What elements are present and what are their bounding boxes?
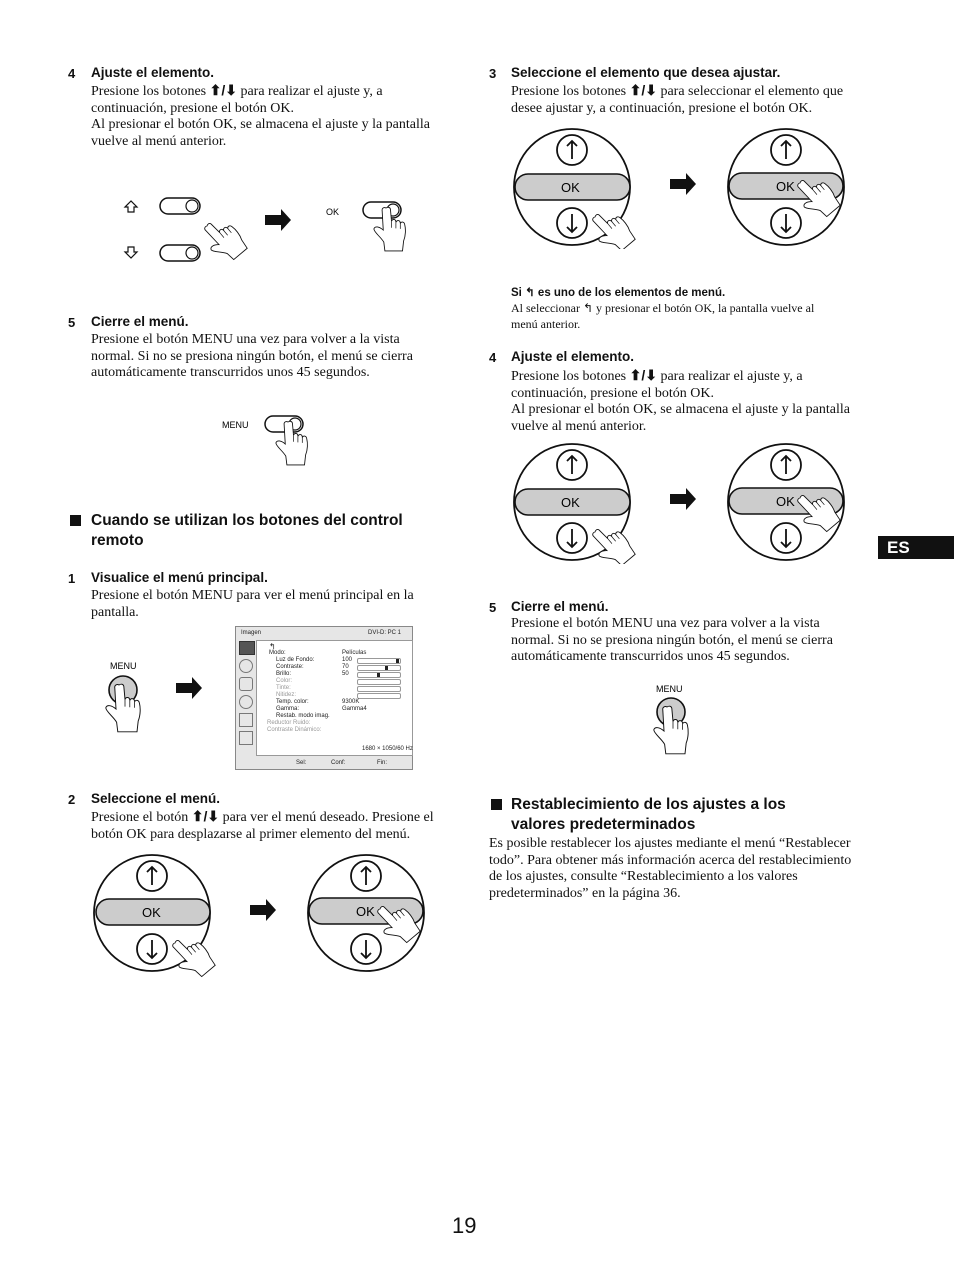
color-icon	[239, 677, 253, 691]
step-number: 5	[489, 600, 497, 615]
adjust-buttons-illustration	[115, 190, 425, 270]
select-menu-illustration	[90, 853, 440, 983]
page-number: 19	[452, 1213, 477, 1238]
menu-remote-illustration	[650, 680, 720, 770]
osd-row-label: Gamma:	[276, 706, 300, 712]
osd-slider	[357, 686, 401, 692]
step-title: Seleccione el menú.	[91, 791, 221, 806]
ok-label: OK	[142, 905, 161, 920]
osd-row-value: 50	[342, 671, 349, 677]
step-number: 1	[68, 571, 76, 586]
osd-slider	[357, 672, 401, 678]
section-bullet	[70, 515, 81, 526]
osd-slider	[357, 693, 401, 699]
osd-slider	[357, 658, 401, 664]
osd-row-label: Luz de Fondo:	[276, 657, 315, 663]
picture-icon	[239, 641, 255, 655]
osd-row-value: 100	[342, 657, 353, 663]
options-icon	[239, 713, 253, 727]
menu-label: MENU	[110, 661, 137, 671]
osd-menu-screen	[235, 626, 413, 770]
ok-label: OK	[326, 207, 340, 217]
section-heading: Restablecimiento de los ajustes a los valores predeterminados	[511, 796, 786, 833]
osd-footer-sel: Sel:	[296, 760, 307, 766]
setup-icon	[239, 731, 253, 745]
position-icon	[239, 695, 253, 709]
return-icon: ↰	[582, 301, 594, 315]
return-icon: ↰	[525, 287, 535, 299]
osd-content	[256, 640, 413, 756]
note-text: Al seleccionar ↰ y presionar el botón OK, la pantalla vuelve al menú anterior.	[511, 301, 815, 331]
osd-row-value: 9300K	[342, 699, 360, 705]
osd-row-label: Tinte:	[276, 685, 291, 691]
step-text: Presione el botón MENU una vez para volver a la vista normal. Si no se presiona ningún botón, el menú se cierra automáticamente transcurridos unos 45 segundos.	[91, 332, 413, 380]
screen-icon	[239, 659, 253, 673]
section-bullet	[491, 799, 502, 810]
osd-footer-fin: Fin:	[377, 760, 388, 766]
osd-slider-handle	[385, 666, 388, 670]
osd-row-label: Restab. modo imag.	[276, 713, 330, 719]
step-text: Presione los botones ⬆/⬇ para realizar el ajuste y, a continuación, presione el botón OK. Al presionar el botón OK, se almacena el ajuste y la pantalla vuelve al menú anterior.	[91, 82, 430, 149]
osd-row-label: Contraste Dinámico:	[267, 727, 322, 733]
step-number: 3	[489, 66, 497, 81]
osd-icon-column	[239, 641, 255, 751]
menu-label: MENU	[656, 684, 683, 694]
step-text: Presione el botón ⬆/⬇ para ver el menú deseado. Presione el botón OK para desplazarse al primer elemento del menú.	[91, 808, 434, 842]
osd-slider-handle	[377, 673, 380, 677]
osd-resolution: 1680 × 1050/60 Hz	[362, 746, 413, 752]
osd-row-value: Gamma4	[342, 706, 367, 712]
osd-row-value: 70	[342, 664, 349, 670]
step-text: Presione los botones ⬆/⬇ para realizar el ajuste y, a continuación, presione el botón OK. Al presionar el botón OK, se almacena el ajuste y la pantalla vuelve al menú anterior.	[511, 367, 850, 434]
osd-slider	[357, 665, 401, 671]
osd-row-label: Nitidez:	[276, 692, 297, 698]
menu-label: MENU	[222, 420, 249, 430]
menu-button-illustration	[215, 408, 335, 483]
osd-slider-handle	[396, 659, 399, 663]
step-text: Presione el botón MENU para ver el menú principal en la pantalla.	[91, 588, 414, 620]
osd-row-label: Modo:	[269, 650, 286, 656]
step-number: 4	[489, 350, 497, 365]
osd-tab-label: Imagen	[241, 630, 262, 636]
step-title: Seleccione el elemento que desea ajustar.	[511, 65, 781, 80]
ok-label: OK	[561, 495, 580, 510]
ok-label: OK	[561, 180, 580, 195]
osd-slider	[357, 679, 401, 685]
step-text: Presione el botón MENU una vez para volver a la vista normal. Si no se presiona ningún botón, el menú se cierra automáticamente transcurridos unos 45 segundos.	[511, 616, 833, 664]
step-title: Cierre el menú.	[91, 314, 189, 329]
step-title: Cierre el menú.	[511, 599, 609, 614]
note-title: Si ↰ es uno de los elementos de menú.	[511, 287, 726, 299]
step-title: Ajuste el elemento.	[511, 349, 635, 364]
adjust-item-illustration	[510, 442, 860, 564]
ok-label: OK	[356, 904, 375, 919]
step-title: Visualice el menú principal.	[91, 570, 268, 585]
language-tab: ES	[878, 536, 954, 559]
osd-input-label: DVI-D: PC 1	[368, 630, 402, 636]
osd-footer-conf: Conf:	[331, 760, 346, 766]
reset-text: Es posible restablecer los ajustes mediante el menú “Restablecer todo”. Para obtener más información acerca del restablecimiento de los ajustes, consulte “Restablecimiento a los valores predeterminados” en la página 36.	[489, 836, 852, 901]
osd-row-label: Temp. color:	[276, 699, 309, 705]
step-number: 5	[68, 315, 76, 330]
return-icon: ↰	[269, 642, 276, 651]
step-number: 4	[68, 66, 76, 81]
osd-row-label: Contraste:	[276, 664, 304, 670]
step-text: Presione los botones ⬆/⬇ para seleccionar el elemento que desee ajustar y, a continuación, presione el botón OK.	[511, 82, 844, 116]
ok-label: OK	[776, 494, 795, 509]
step-number: 2	[68, 792, 76, 807]
osd-row-label: Color:	[276, 678, 293, 684]
osd-row-value: Películas	[342, 650, 367, 656]
osd-row-label: Brillo:	[276, 671, 292, 677]
osd-row-label: Reductor Ruido:	[267, 720, 311, 726]
section-heading: Cuando se utilizan los botones del control remoto	[91, 512, 403, 549]
ok-label: OK	[776, 179, 795, 194]
menu-remote-illustration	[100, 655, 220, 745]
select-item-illustration	[510, 127, 860, 249]
step-title: Ajuste el elemento.	[91, 65, 215, 80]
